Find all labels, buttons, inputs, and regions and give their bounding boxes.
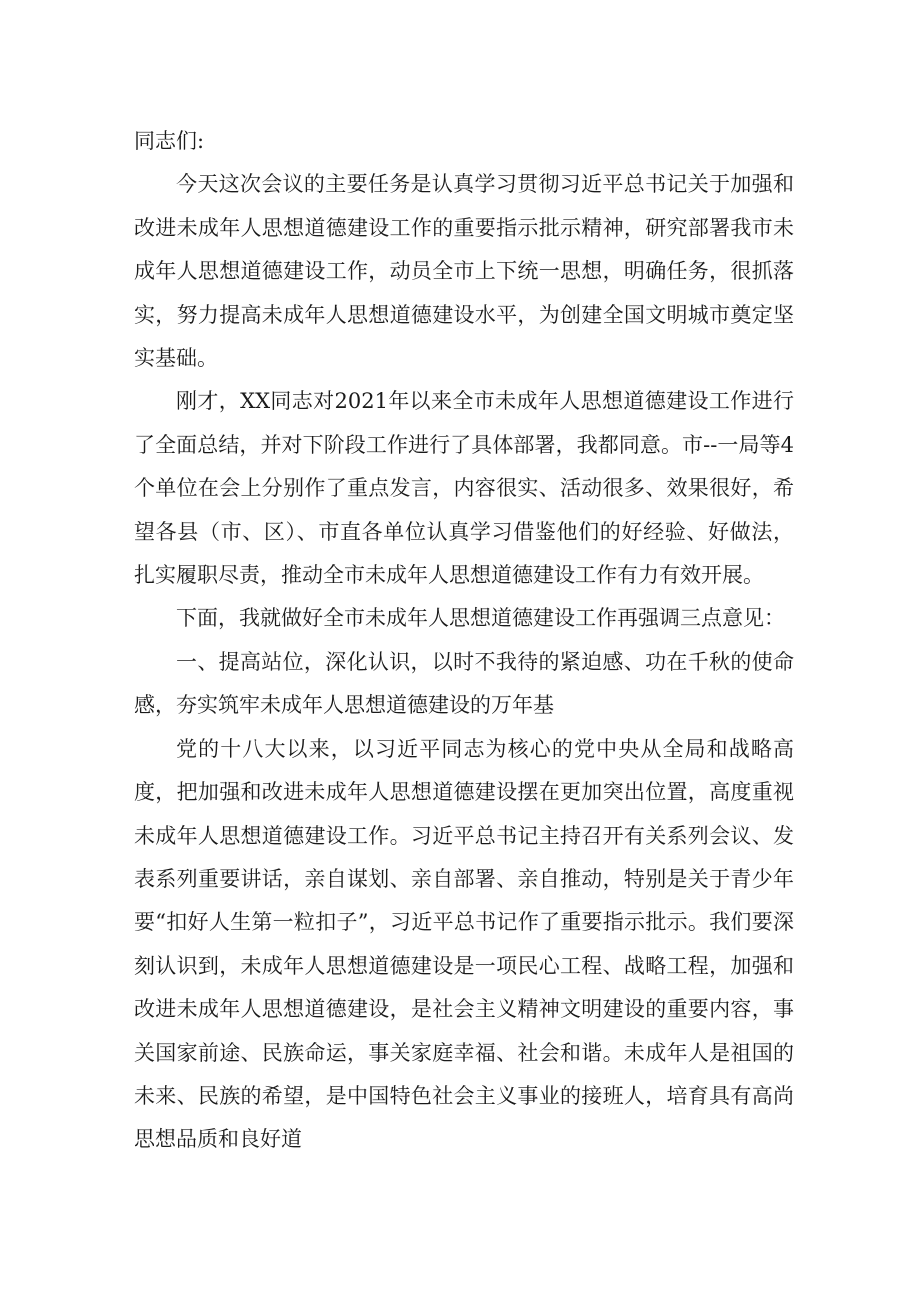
salutation: 同志们:	[134, 129, 205, 153]
document-body	[134, 120, 794, 1162]
paragraph-meeting-purpose: 今天这次会议的主要任务是认真学习贯彻习近平总书记关于加强和改进未成年人思想道德建设工作的重要指示批示精神，研究部署我市未成年人思想道德建设工作，动员全市上下统一思想，明确任务，很抓落实，努力提高未成年人思想道德建设水平，为创建全国文明城市奠定坚实基础。	[134, 172, 794, 371]
paragraph-three-points-intro: 下面，我就做好全市未成年人思想道德建设工作再强调三点意见：	[176, 606, 785, 631]
section-heading-one: 一、提高站位，深化认识，以时不我待的紧迫感、功在千秋的使命感，夯实筑牢未成年人思想道德建设的万年基	[134, 649, 794, 718]
paragraph-work-summary: 刚才，XX同志对2021年以来全市未成年人思想道德建设工作进行了全面总结，并对下阶段工作进行了具体部署，我都同意。市--一局等4个单位在会上分别作了重点发言，内容很实、活动很多、效果很好，希望各县（市、区）、市直各单位认真学习借鉴他们的好经验、好做法，扎实履职尽责，推动全市未成年人思想道德建设工作有力有效开展。	[134, 389, 794, 588]
paragraph-party-congress: 党的十八大以来，以习近平同志为核心的党中央从全局和战略高度，把加强和改进未成年人思想道德建设摆在更加突出位置，高度重视未成年人思想道德建设工作。习近平总书记主持召开有关系列会议、发表系列重要讲话，亲自谋划、亲自部署、亲自推动，特别是关于青少年要“扣好人生第一粒扣子”，习近平总书记作了重要指示批示。我们要深刻认识到，未成年人思想道德建设是一项民心工程、战略工程，加强和改进未成年人思想道德建设，是社会主义精神文明建设的重要内容，事关国家前途、民族命运，事关家庭幸福、社会和谐。未成年人是祖国的未来、民族的希望，是中国特色社会主义事业的接班人，培育具有高尚思想品质和良好道	[134, 736, 794, 1152]
